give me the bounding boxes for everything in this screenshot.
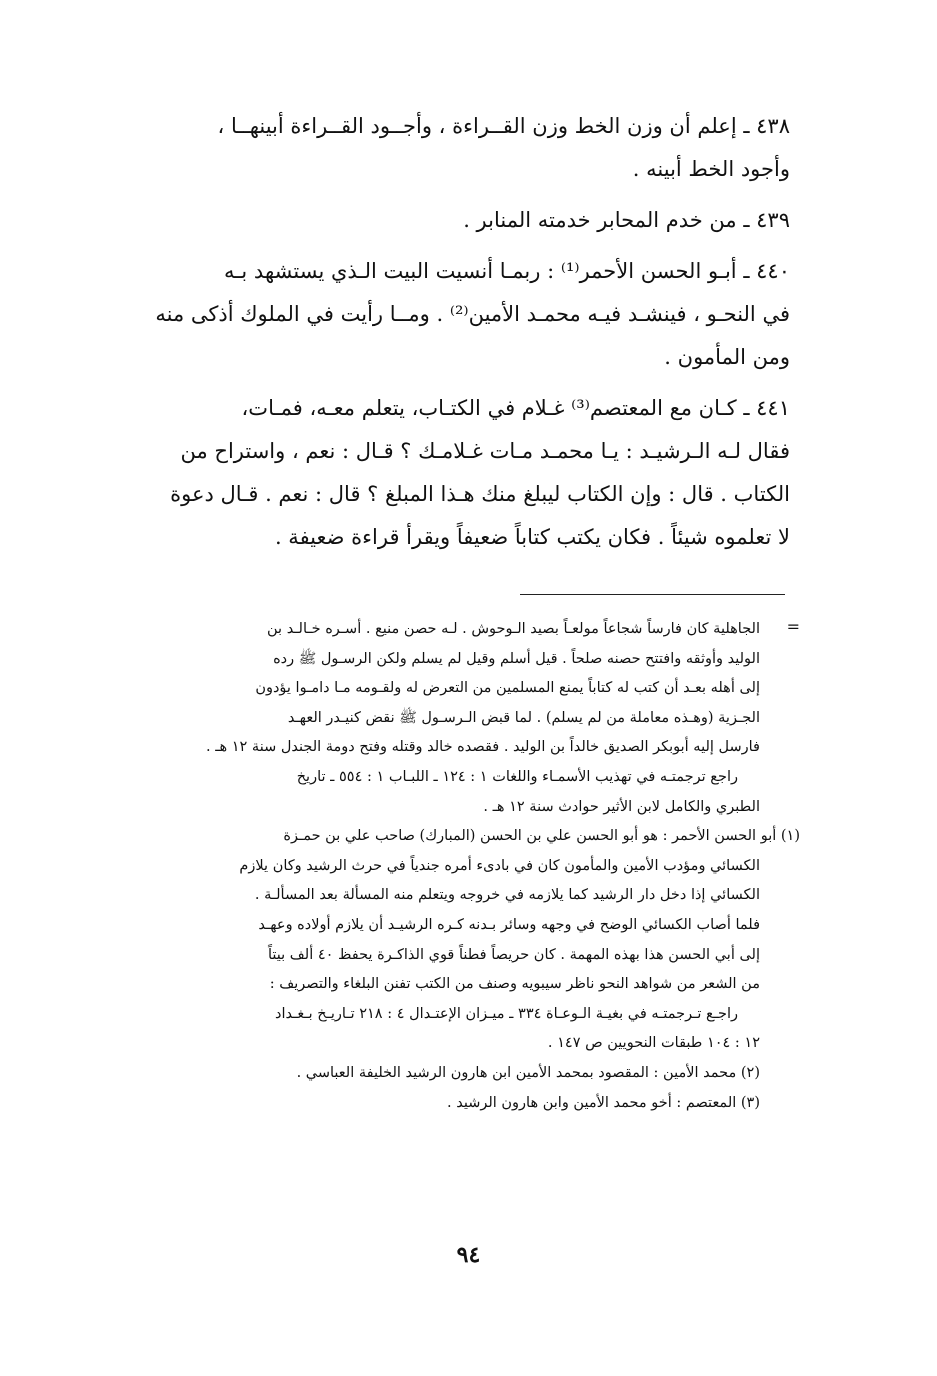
entry-441 <box>110 387 790 559</box>
footnote-reference: الطبري والكامل لابن الأثير حوادث سنة ١٢ هـ . <box>483 798 760 815</box>
footnote-reference: راجع ترجمتـه في تهذيب الأسمـاء واللغات ١ : ١٢٤ ـ اللبـاب ١ : ٥٥٤ ـ تاريخ <box>296 768 738 785</box>
footnote-line: الكسائي ومؤدب الأمين والمأمون كان في بادىء أمره جندياً في حرث الرشيد وكان يلازم <box>239 857 760 874</box>
text-line: الكتاب . قال : وإن الكتاب ليبلغ منك هـذا المبلغ ؟ قال : نعم . قـال دعوة <box>170 482 790 506</box>
entry-440 <box>110 250 790 379</box>
footnote-line: فلما أصاب الكسائي الوضح في وجهه وسائر بـدنه كـره الرشيـد أن يلازم أولاده وعهـد <box>258 916 760 933</box>
footnotes <box>95 615 800 1118</box>
entry-439 <box>110 199 790 242</box>
footnote-2: (٢) محمد الأمين : المقصود بمحمد الأمين ابن هارون الرشيد الخليفة العباسي . <box>296 1064 760 1081</box>
footnote-line: الوليد وأوثقه وافتتح حصنه صلحاً . قيل أسلم وقيل لم يسلم ولكن الرسـول ﷺ رده <box>273 650 760 667</box>
footnote-line: الجاهلية كان فارساً شجاعاً مولعـاً بصيد الـوحوش . لـه حصن منيع . أسـره خـالـد بن <box>267 621 760 637</box>
footnote-line: الكسائي إذا دخل دار الرشيد كما يلازمه في خروجه ويتعلم منه المسألة بعد المسألـة . <box>254 887 760 904</box>
page-number: ٩٤ <box>456 1242 481 1268</box>
footnote-line: فارسل إليه أبوبكر الصديق خالداً بن الوليد . فقصده خالد وقتله وفتح دومة الجندل سنة ١٢ هـ . <box>206 739 760 756</box>
footnote-reference: ١٢ : ١٠٤ طبقات النحويين ص ١٤٧ . <box>547 1035 760 1052</box>
main-text <box>110 105 790 567</box>
text-line: لا تعلموه شيئاً . فكان يكتب كتاباً ضعيفاً ويقرأ قراءة ضعيفة . <box>274 525 790 549</box>
footnote-line: إلى أبي الحسن هذا بهذه المهمة . كان حريصاً فطناً قوي الذاكـرة يحفظ ٤٠ ألف بيتاً <box>267 946 760 963</box>
footnote-1 <box>95 822 800 1059</box>
text-line: في النحـو ، فينشـد فيـه محمـد الأمين⁽²⁾ . ومــا رأيت في الملوك أذكى منه <box>155 302 790 326</box>
text-line: فقال لـه الـرشيـد : يـا محمـد مـات غـلامـك ؟ قـال : نعم ، واستراح من <box>180 439 790 463</box>
text-line: ٤٤١ ـ كـان مع المعتصم⁽³⁾ غـلام في الكتـاب، يتعلم معـه، فمـات، <box>241 396 790 420</box>
text-line: ٤٣٨ ـ إعلم أن وزن الخط وزن القــراءة ، وأجــود القــراءة أبينهــا ، <box>217 114 790 138</box>
footnote-line: إلى أهله بعـد أن كتب له كتاباً يمنع المسلمين من التعرض له ولقـومه مـا دامـوا يؤدون <box>255 680 760 697</box>
footnote-reference: راجـع تـرجمتـه في بغيـة الـوعـاة ٣٣٤ ـ ميـزان الإعتـدال ٤ : ٢١٨ تـاريـخ بـغـداد <box>275 1005 738 1022</box>
text-line: ٤٤٠ ـ أبـو الحسن الأحمر⁽¹⁾ : ربمـا أنسيت البيت الـذي يستشهد بـه <box>224 259 790 283</box>
footnote-line: (١) أبو الحسن الأحمر : هو أبو الحسن علي بن الحسن (المبارك) صاحب علي بن حمـزة <box>283 828 800 845</box>
entry-438 <box>110 105 790 191</box>
footnote-separator <box>520 594 785 595</box>
footnote-continuation <box>95 615 800 822</box>
text-line: ٤٣٩ ـ من خدم المحابر خدمته المنابر . <box>463 208 790 232</box>
text-line: ومن المأمون . <box>664 345 790 369</box>
footnote-3: (٣) المعتصم : أخو محمد الأمين وابن هارون الرشيد . <box>446 1094 760 1111</box>
footnote-line: من الشعر من شواهد النحو ناظر سيبويه وصنف من الكتب تفنن البلغاء والتصريف : <box>269 976 760 993</box>
footnote-line: الجـزية (وهـذه معاملة من لم يسلم) . لما قبض الـرسـول ﷺ نقض كنيـدر العهـد <box>287 709 760 726</box>
text-line: وأجود الخط أبينه . <box>632 157 790 181</box>
continuation-mark: = <box>786 617 800 636</box>
